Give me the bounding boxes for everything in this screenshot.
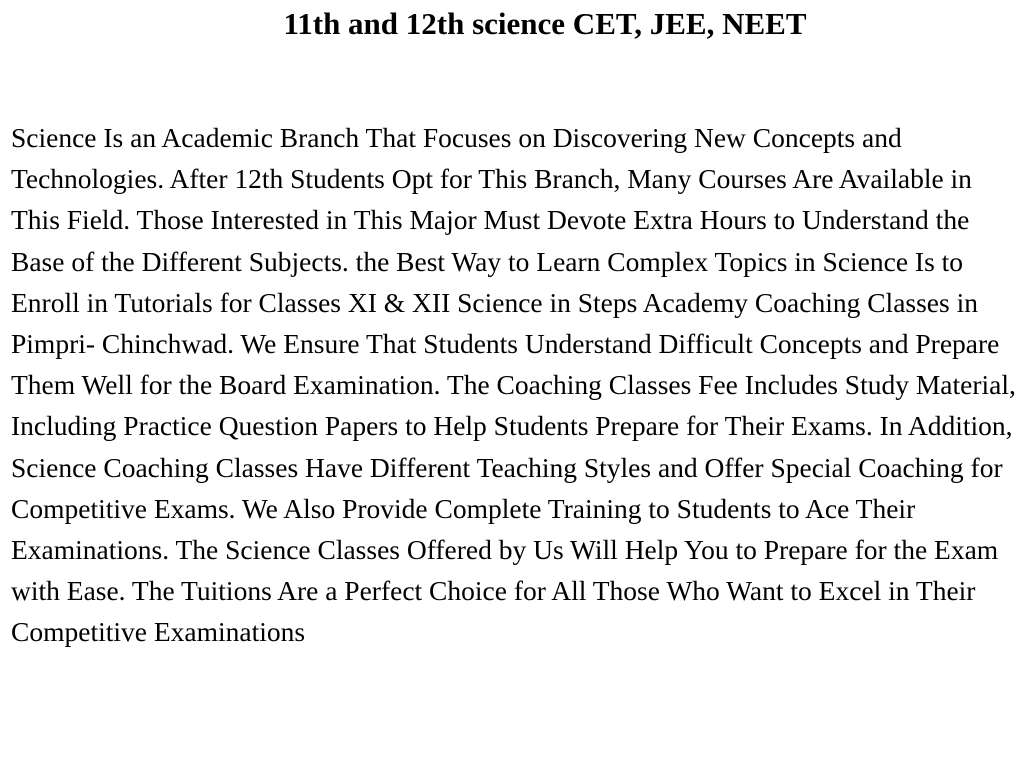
slide-body-text: Science Is an Academic Branch That Focuses on Discovering New Concepts and Technologies. After 12th Students Opt for This Branch, Many Courses Are Available in This Field. Those Interested in This Major Must Devote Extra Hours to Understand the Base of the Different Subjects. the Best Way to Learn Complex Topics in Science Is to Enroll in Tutorials for Classes XI & XII Science in Steps Academy Coaching Classes in Pimpri- Chinchwad. We Ensure That Students Understand Difficult Concepts and Prepare Them Well for the Board Examination. The Coaching Classes Fee Includes Study Material, Including Practice Question Papers to Help Students Prepare for Their Exams. In Addition, Science Coaching Classes Have Different Teaching Styles and Offer Special Coaching for Competitive Exams. We Also Provide Complete Training to Students to Ace Their Examinations. The Science Classes Offered by Us Will Help You to Prepare for the Exam with Ease. The Tuitions Are a Perfect Choice for All Those Who Want to Excel in Their Competitive Examinations [11, 122, 1016, 648]
slide-title: 11th and 12th science CET, JEE, NEET [283, 6, 807, 41]
